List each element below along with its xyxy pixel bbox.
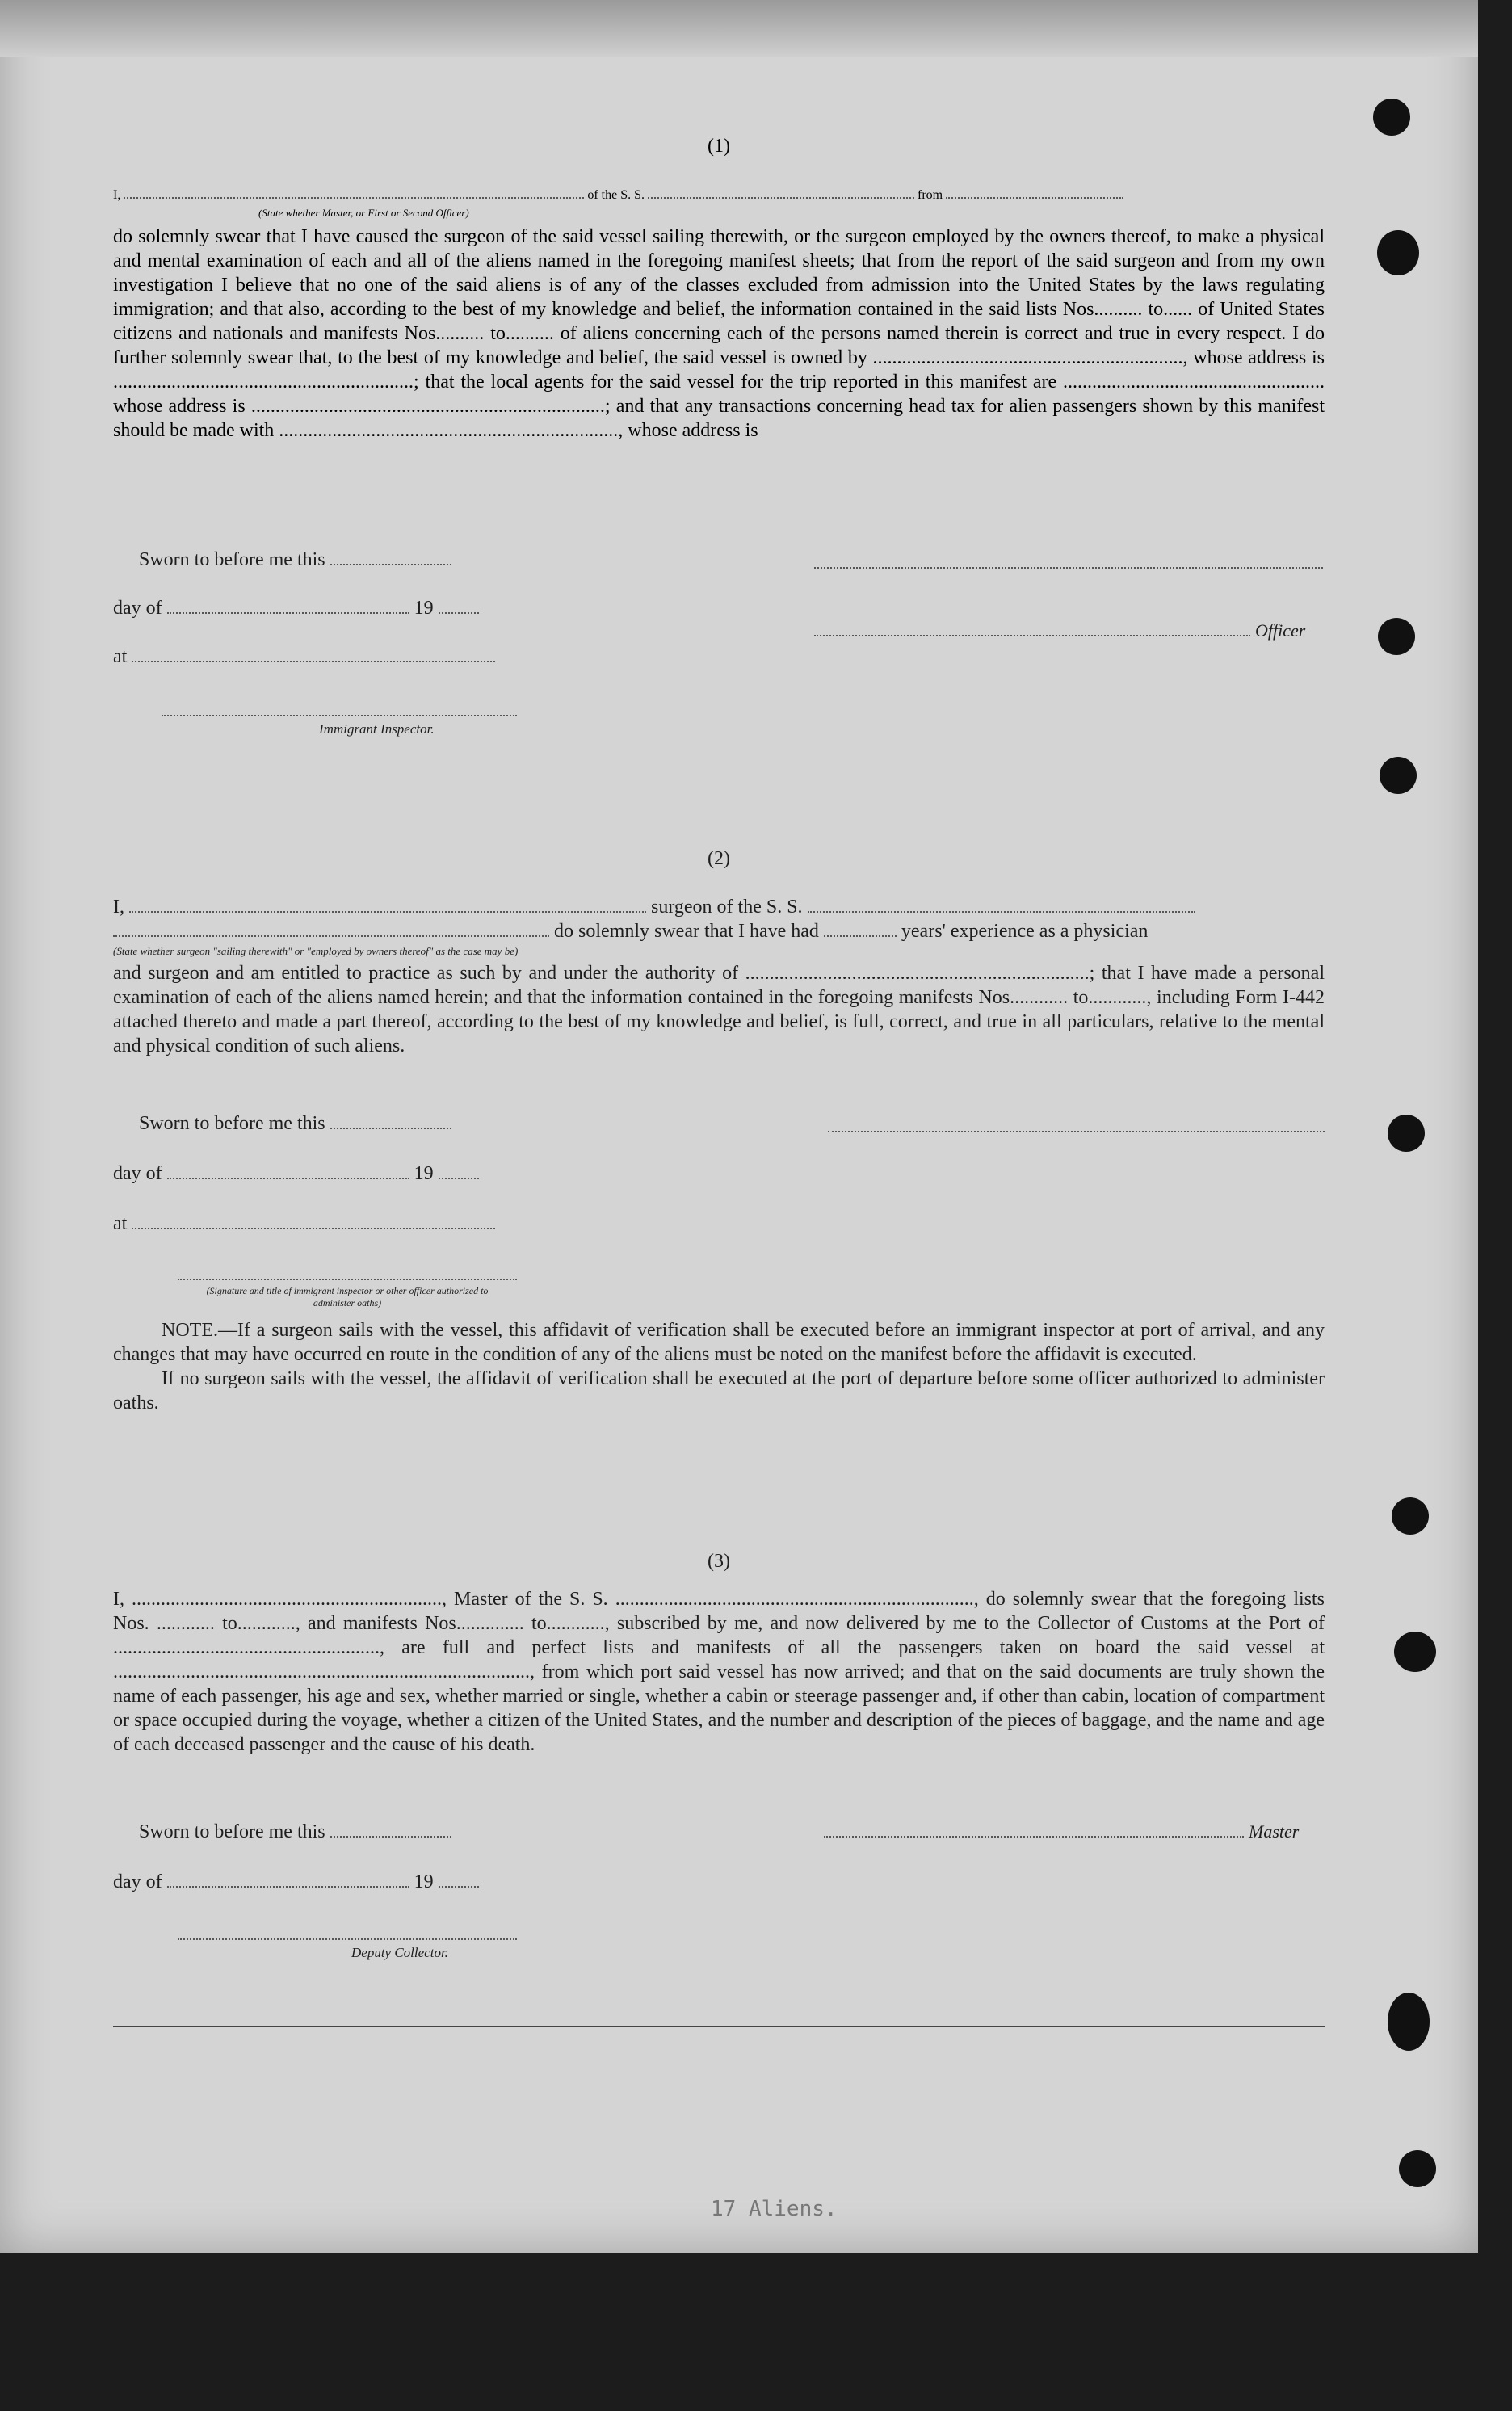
master-label: Master	[1249, 1821, 1300, 1842]
punch-hole	[1394, 1632, 1436, 1672]
administrator-signature-line	[178, 1279, 517, 1280]
experience-label: years' experience as a physician	[901, 921, 1149, 942]
notes	[113, 1318, 1325, 1415]
surgeon-type-field	[113, 921, 549, 937]
scan-top-edge	[0, 0, 1478, 57]
section-1-vessel-label: of the S. S.	[587, 188, 645, 202]
section-2-number: (2)	[708, 848, 730, 869]
rank-field	[124, 183, 584, 199]
day-of-label: day of	[113, 1163, 162, 1184]
sworn-day-field	[330, 549, 452, 565]
swear-label: do solemnly swear that I have had	[554, 921, 819, 942]
master-signature-field	[824, 1821, 1244, 1838]
sworn-label: Sworn to before me this	[139, 1821, 326, 1842]
signature-caption: (Signature and title of immigrant inspector or other officer authorized to administer oaths)	[206, 1285, 489, 1308]
surgeon-signature-line	[828, 1131, 1325, 1132]
note-2: If no surgeon sails with the vessel, the affidavit of verification shall be executed at the port of departure before some officer authorized to administer oaths.	[113, 1368, 1325, 1413]
section-2-body: and surgeon and am entitled to practice as such by and under the authority of .......................................................................; that I have made a personal examination of each of the aliens named herein; and that the information contained in the foregoing manifests Nos............ to............, including Form I-442 attached thereto and made a part thereof, according to the best of my knowledge and belief, is full, correct, and true in all particulars, relative to the mental and physical condition of such aliens.	[113, 963, 1325, 1056]
section-1-signatures	[113, 549, 1325, 743]
sworn-label: Sworn to before me this	[139, 1113, 326, 1134]
day-of-label: day of	[113, 1871, 162, 1892]
collector-signature-line	[178, 1938, 517, 1940]
section-1-caption: (State whether Master, or First or Second Officer)	[258, 207, 469, 219]
punch-hole	[1377, 230, 1419, 275]
day-of-label: day of	[113, 598, 162, 619]
year-label: 19	[414, 1871, 434, 1892]
section-1-line1	[113, 183, 1325, 203]
officer-field	[814, 620, 1250, 636]
from-field	[946, 183, 1124, 199]
punch-hole	[1388, 1115, 1425, 1152]
inspector-signature-line	[162, 715, 517, 716]
section-1-from-label: from	[918, 188, 943, 202]
section-1-i: I,	[113, 188, 121, 202]
bleed-through-text: 17 Aliens.	[711, 2197, 838, 2221]
officer-signature-line	[814, 567, 1323, 569]
sworn-label: Sworn to before me this	[139, 549, 326, 570]
note-1: NOTE.—If a surgeon sails with the vessel, this affidavit of verification shall be executed before an immigrant inspector at port of arrival, and any changes that may have occurred en route in the condition of any of the aliens must be noted on the manifest before the affidavit is executed.	[113, 1320, 1325, 1365]
punch-hole	[1380, 757, 1417, 794]
punch-hole	[1378, 618, 1415, 655]
at-label: at	[113, 646, 128, 667]
punch-hole	[1373, 99, 1410, 136]
punch-hole	[1388, 1993, 1430, 2051]
year-label: 19	[414, 598, 434, 619]
section-1-number: (1)	[708, 136, 730, 157]
bottom-rule	[113, 2026, 1325, 2027]
years-field	[824, 921, 897, 937]
section-2	[113, 848, 1325, 1090]
section-3-number: (3)	[708, 1551, 730, 1572]
punch-hole	[1392, 1497, 1429, 1535]
vessel-field	[648, 183, 914, 199]
inspector-label: Immigrant Inspector.	[319, 721, 435, 737]
surgeon-name-field	[129, 897, 646, 913]
section-2-signatures	[113, 1113, 1325, 1307]
day-of-field	[167, 598, 410, 614]
section-1-body: do solemnly swear that I have caused the surgeon of the said vessel sailing therewith, or the surgeon employed by the owners thereof, to make a physical and mental examination of each and all of the aliens named in the foregoing manifest sheets; that from the report of the said surgeon and from my own investigation I believe that no one of the said aliens is of any of the classes excluded from admission into the United States by the laws regulating immigration; and that also, according to the best of my knowledge and belief, the information contained in the said lists Nos.......... to...... of United States citizens and nationals and manifests Nos.......... to.......... of aliens concerning each of the persons named therein is correct and true in every respect. I do further solemnly swear that, to the best of my knowledge and belief, the said vessel is owned by ................................................................, whose address is ..............................................................; that the local agents for the said vessel for the trip reported in this manifest are ...................................................... whose address is .........................................................................; and that any transactions concerning head tax for alien passengers shown by this manifest should be made with ......................................................................, whose address is	[113, 226, 1325, 441]
section-3-signatures	[113, 1821, 1325, 1967]
section-3	[113, 1551, 1325, 1757]
section-3-body: I, ................................................................, Master of the S. S. .........................................................................., do solemnly swear that the foregoing lists Nos. ............ to............, and manifests Nos.............. to............, subscribed by me, and now delivered by me to the Collector of Customs at the Port of ......................................................., are full and perfect lists and manifests of all the passengers taken on board the said vessel at ......................................................................................, from which port said vessel has now arrived; and that on the said documents are truly shown the name of each passenger, his age and sex, whether married or single, whether a cabin or steerage passenger and, if other than cabin, location of compartment or space occupied during the voyage, whether a citizen of the United States, and the number and description of the pieces of baggage, and the name and age of each deceased passenger and the cause of his death.	[113, 1589, 1325, 1755]
punch-hole	[1399, 2150, 1436, 2187]
at-field	[132, 646, 495, 662]
officer-label: Officer	[1255, 620, 1306, 641]
collector-label: Deputy Collector.	[351, 1945, 448, 1960]
section-2-i: I,	[113, 897, 124, 918]
section-2-vessel-field	[808, 897, 1195, 913]
section-1	[113, 129, 1325, 549]
at-label: at	[113, 1213, 128, 1234]
section-2-vessel-label: surgeon of the S. S.	[651, 897, 803, 918]
year-label: 19	[414, 1163, 434, 1184]
section-2-caption: (State whether surgeon "sailing therewith" or "employed by owners thereof" as the case may be)	[113, 945, 519, 957]
